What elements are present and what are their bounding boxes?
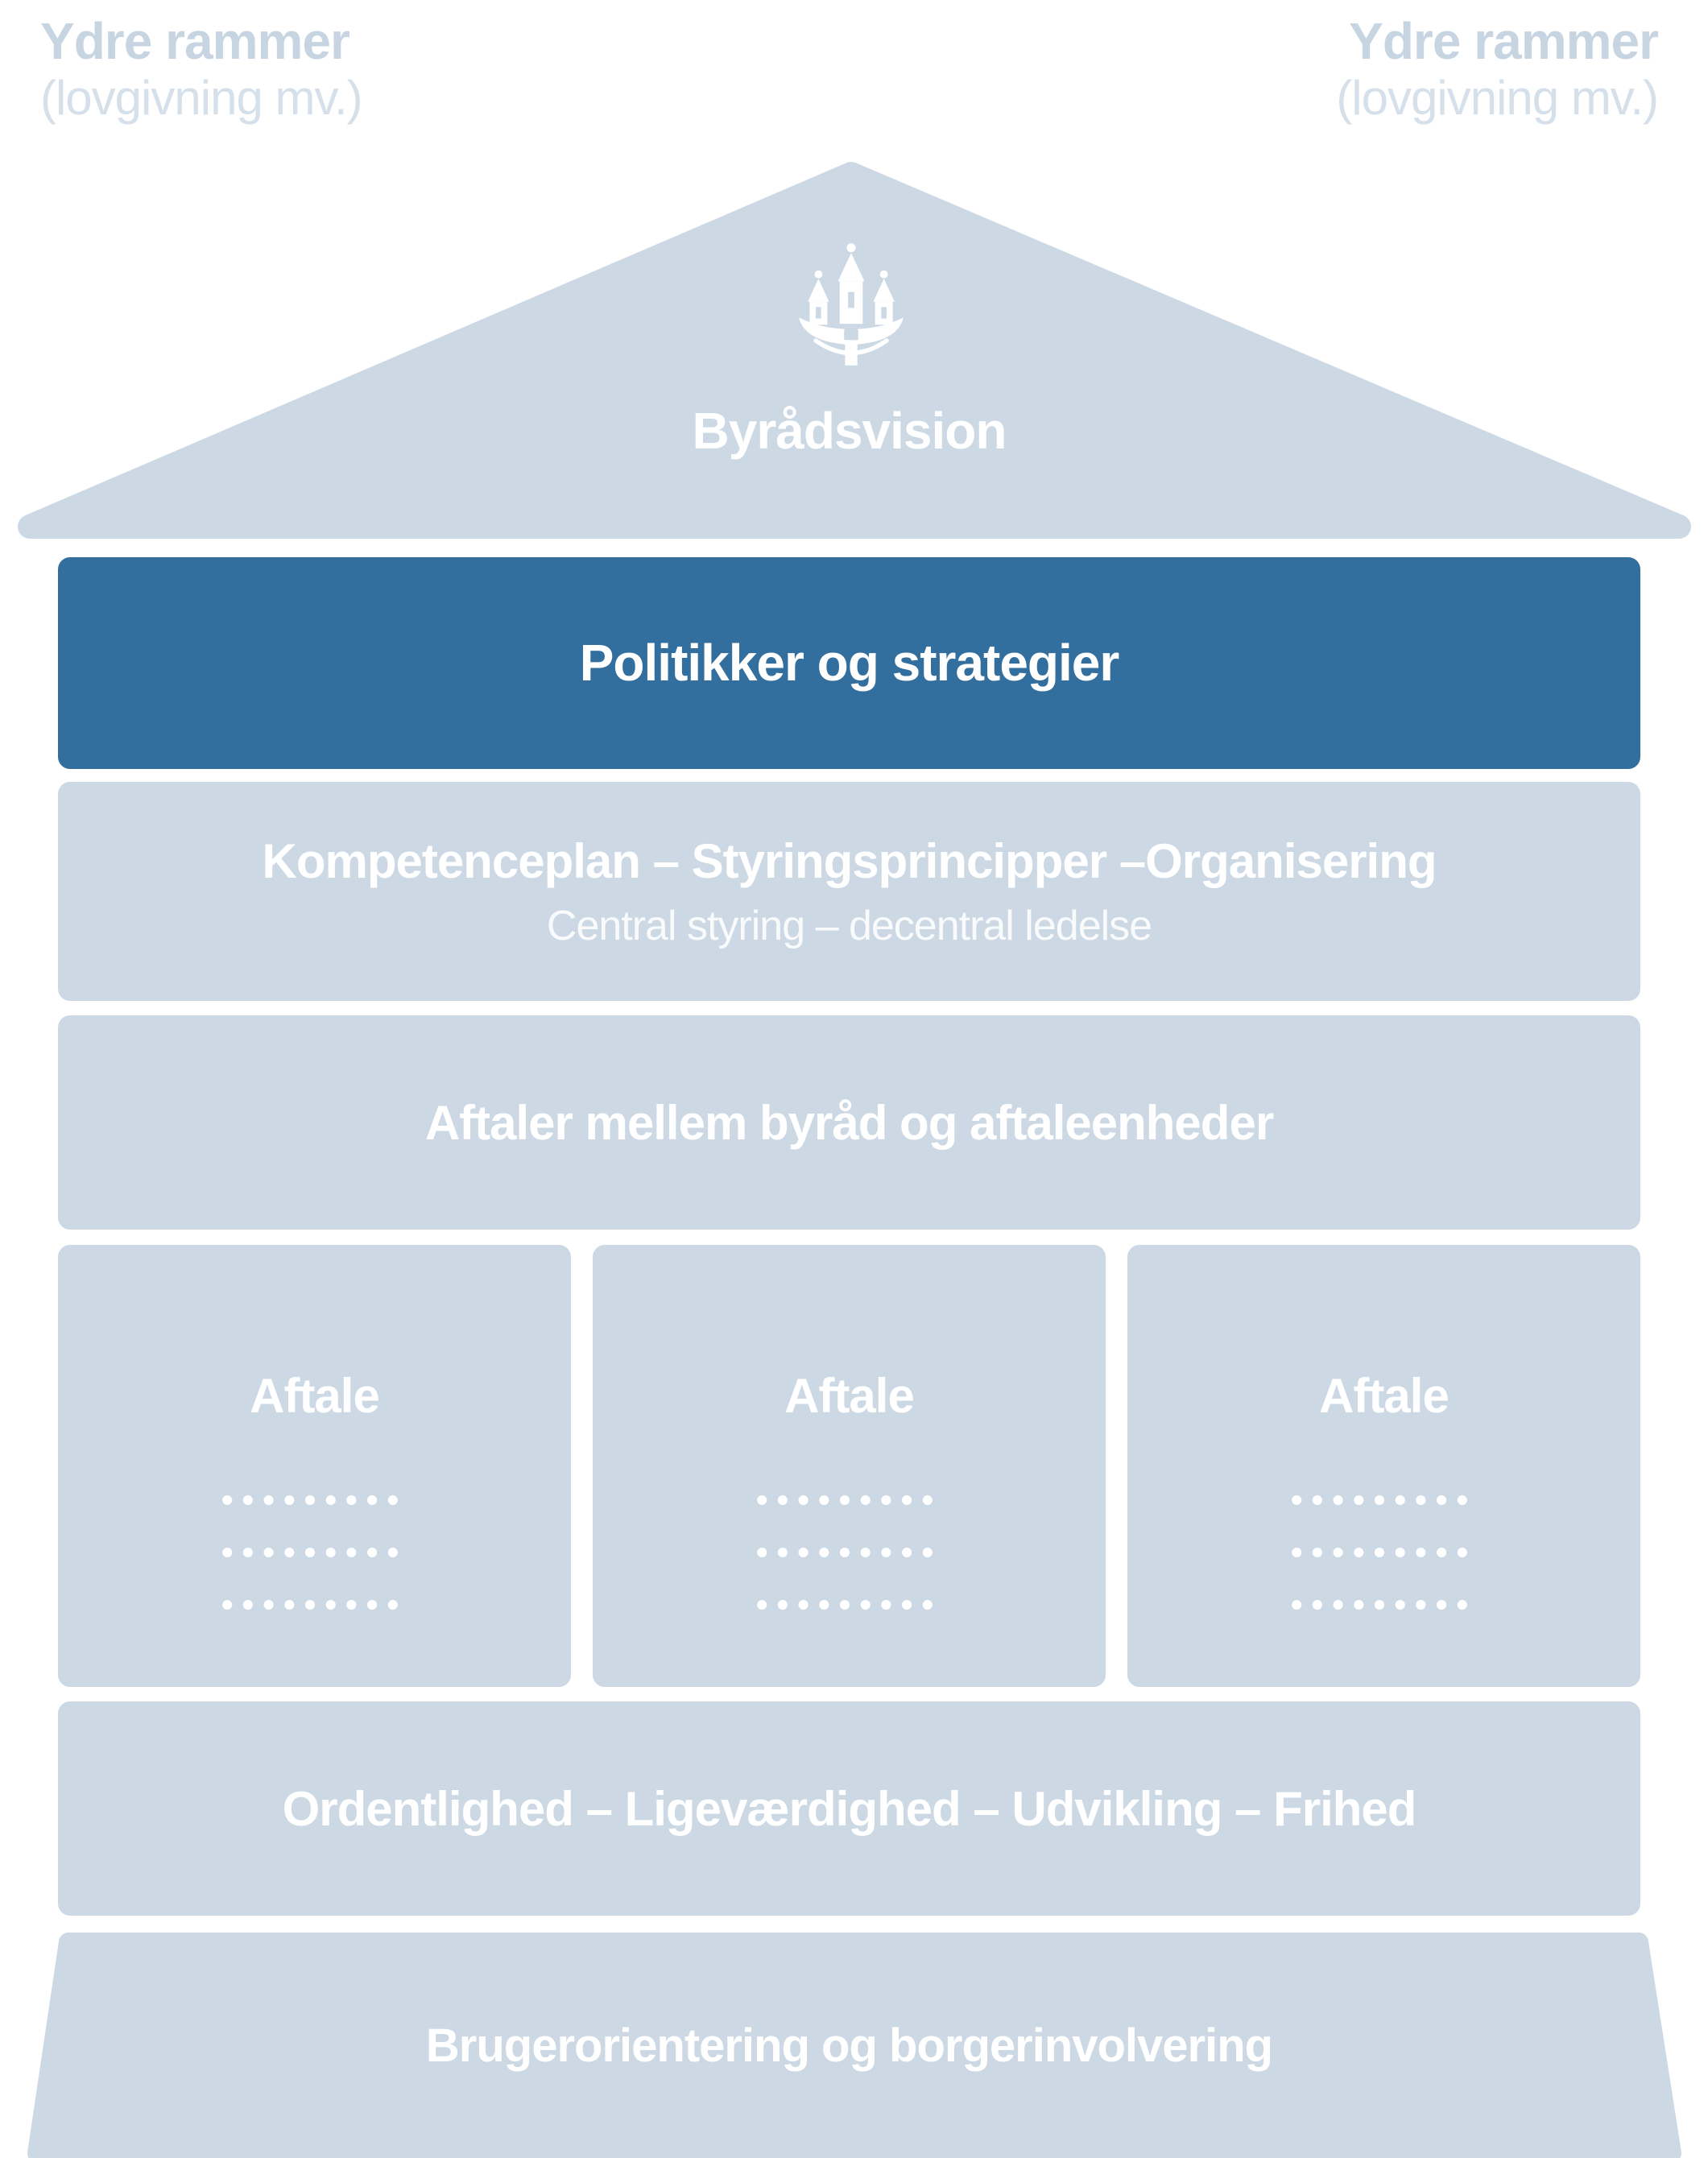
outer-frame-label-right [1336,13,1658,125]
outer-frame-subtitle: (lovgivning mv.) [40,70,362,125]
aftale-title: Aftale [250,1369,379,1423]
castle-icon [798,242,904,367]
bar-label: Aftaler mellem byråd og aftaleenheder [424,1095,1274,1150]
aftale-title: Aftale [1319,1369,1449,1423]
dot-row: ••••••••• [1290,1533,1478,1571]
bar-sublabel: Central styring – decentral ledelse [546,902,1152,949]
roof-title: Byrådsvision [692,402,1007,460]
dot-row: ••••••••• [221,1585,408,1623]
aftale-box-1 [58,1245,571,1687]
bar-agreements [58,1015,1640,1230]
bar-label: Politikker og strategier [579,633,1119,692]
dot-row: ••••••••• [1290,1585,1478,1623]
aftale-placeholder-dots [221,1474,407,1631]
dot-row: ••••••••• [755,1533,943,1571]
outer-frame-title: Ydre rammer [1349,12,1658,70]
bar-competence-plan [58,782,1640,1001]
aftale-box-3 [1127,1245,1640,1687]
aftale-placeholder-dots [1291,1474,1477,1631]
dot-row: ••••••••• [221,1533,408,1571]
dot-row: ••••••••• [221,1481,408,1519]
dot-row: ••••••••• [1290,1481,1478,1519]
outer-frame-label-left [40,13,362,125]
foundation-label: Brugerorientering og borgerinvolvering [425,2019,1273,2072]
aftale-title: Aftale [784,1369,914,1423]
bar-label: Ordentlighed – Ligeværdighed – Udvikling – Frihed [282,1781,1416,1836]
dot-row: ••••••••• [755,1585,943,1623]
bar-values [58,1701,1640,1916]
bar-label: Kompetenceplan – Styringsprincipper –Organisering [262,833,1437,888]
bar-politics-strategies [58,557,1640,769]
dot-row: ••••••••• [755,1481,943,1519]
aftale-box-2 [593,1245,1106,1687]
aftale-placeholder-dots [756,1474,942,1631]
outer-frame-title: Ydre rammer [40,12,349,70]
outer-frame-subtitle: (lovgivning mv.) [1336,70,1658,125]
